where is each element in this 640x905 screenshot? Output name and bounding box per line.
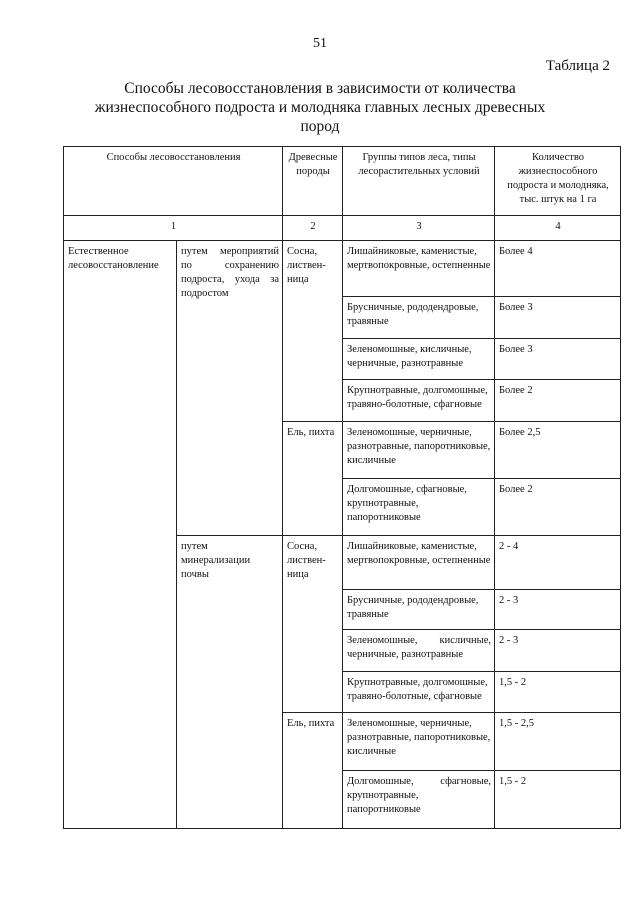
quantity-cell: Более 3 [495, 297, 621, 339]
group-cell: Крупнотравные, долгомошные, травяно-болотные, сфагновые [343, 672, 495, 713]
group-cell: Зеленомошные, кисличные, черничные, разнотравные [343, 339, 495, 380]
species-cell: Сосна, листвен-ница [283, 241, 343, 422]
column-number: 4 [495, 216, 621, 241]
group-cell: Долгомошные, сфагновые, крупнотравные, папоротниковые [343, 771, 495, 829]
quantity-cell: 1,5 - 2,5 [495, 713, 621, 771]
quantity-cell: Более 3 [495, 339, 621, 380]
table-label: Таблица 2 [545, 58, 610, 74]
page-number: 51 [313, 36, 327, 51]
species-cell: Ель, пихта [283, 713, 343, 829]
quantity-cell: 2 - 4 [495, 536, 621, 590]
group-cell: Зеленомошные, черничные, разнотравные, папоротниковые, кисличные [343, 713, 495, 771]
group-cell: Зеленомошные, кисличные, черничные, разнотравные [343, 630, 495, 672]
column-number: 1 [64, 216, 283, 241]
group-cell: Брусничные, рододендровые, травяные [343, 590, 495, 630]
quantity-cell: Более 4 [495, 241, 621, 297]
quantity-cell: 1,5 - 2 [495, 771, 621, 829]
method-cell: Естественное лесовосстановление [64, 241, 177, 829]
header-methods: Способы лесовосстановления [64, 147, 283, 216]
group-cell: Брусничные, рододендровые, травяные [343, 297, 495, 339]
column-number: 2 [283, 216, 343, 241]
sub-method-cell: путем мероприятий по сохранению подроста, ухода за подростом [177, 241, 283, 536]
quantity-cell: Более 2,5 [495, 422, 621, 479]
group-cell: Крупнотравные, долгомошные, травяно-болотные, сфагновые [343, 380, 495, 422]
header-groups: Группы типов леса, типы лесорастительных условий [343, 147, 495, 216]
quantity-cell: Более 2 [495, 479, 621, 536]
quantity-cell: 2 - 3 [495, 630, 621, 672]
group-cell: Зеленомошные, черничные, разнотравные, папоротниковые, кисличные [343, 422, 495, 479]
species-cell: Сосна, листвен-ница [283, 536, 343, 713]
group-cell: Лишайниковые, каменистые, мертвопокровные, остепненные [343, 536, 495, 590]
species-cell: Ель, пихта [283, 422, 343, 536]
sub-method-cell: путем минерализации почвы [177, 536, 283, 829]
reforestation-table [63, 146, 621, 829]
quantity-cell: Более 2 [495, 380, 621, 422]
column-number-row [64, 216, 621, 241]
table-row [64, 241, 621, 297]
quantity-cell: 2 - 3 [495, 590, 621, 630]
header-row [64, 147, 621, 216]
page-title: Способы лесовосстановления в зависимости от количества жизнеспособного подроста и молодняка главных лесных древесных пород [94, 80, 546, 135]
column-number: 3 [343, 216, 495, 241]
quantity-cell: 1,5 - 2 [495, 672, 621, 713]
header-quantity: Количество жизнеспособного подроста и молодняка, тыс. штук на 1 га [495, 147, 621, 216]
group-cell: Лишайниковые, каменистые, мертвопокровные, остепненные [343, 241, 495, 297]
header-species: Древесные породы [283, 147, 343, 216]
group-cell: Долгомошные, сфагновые, крупнотравные, папоротниковые [343, 479, 495, 536]
